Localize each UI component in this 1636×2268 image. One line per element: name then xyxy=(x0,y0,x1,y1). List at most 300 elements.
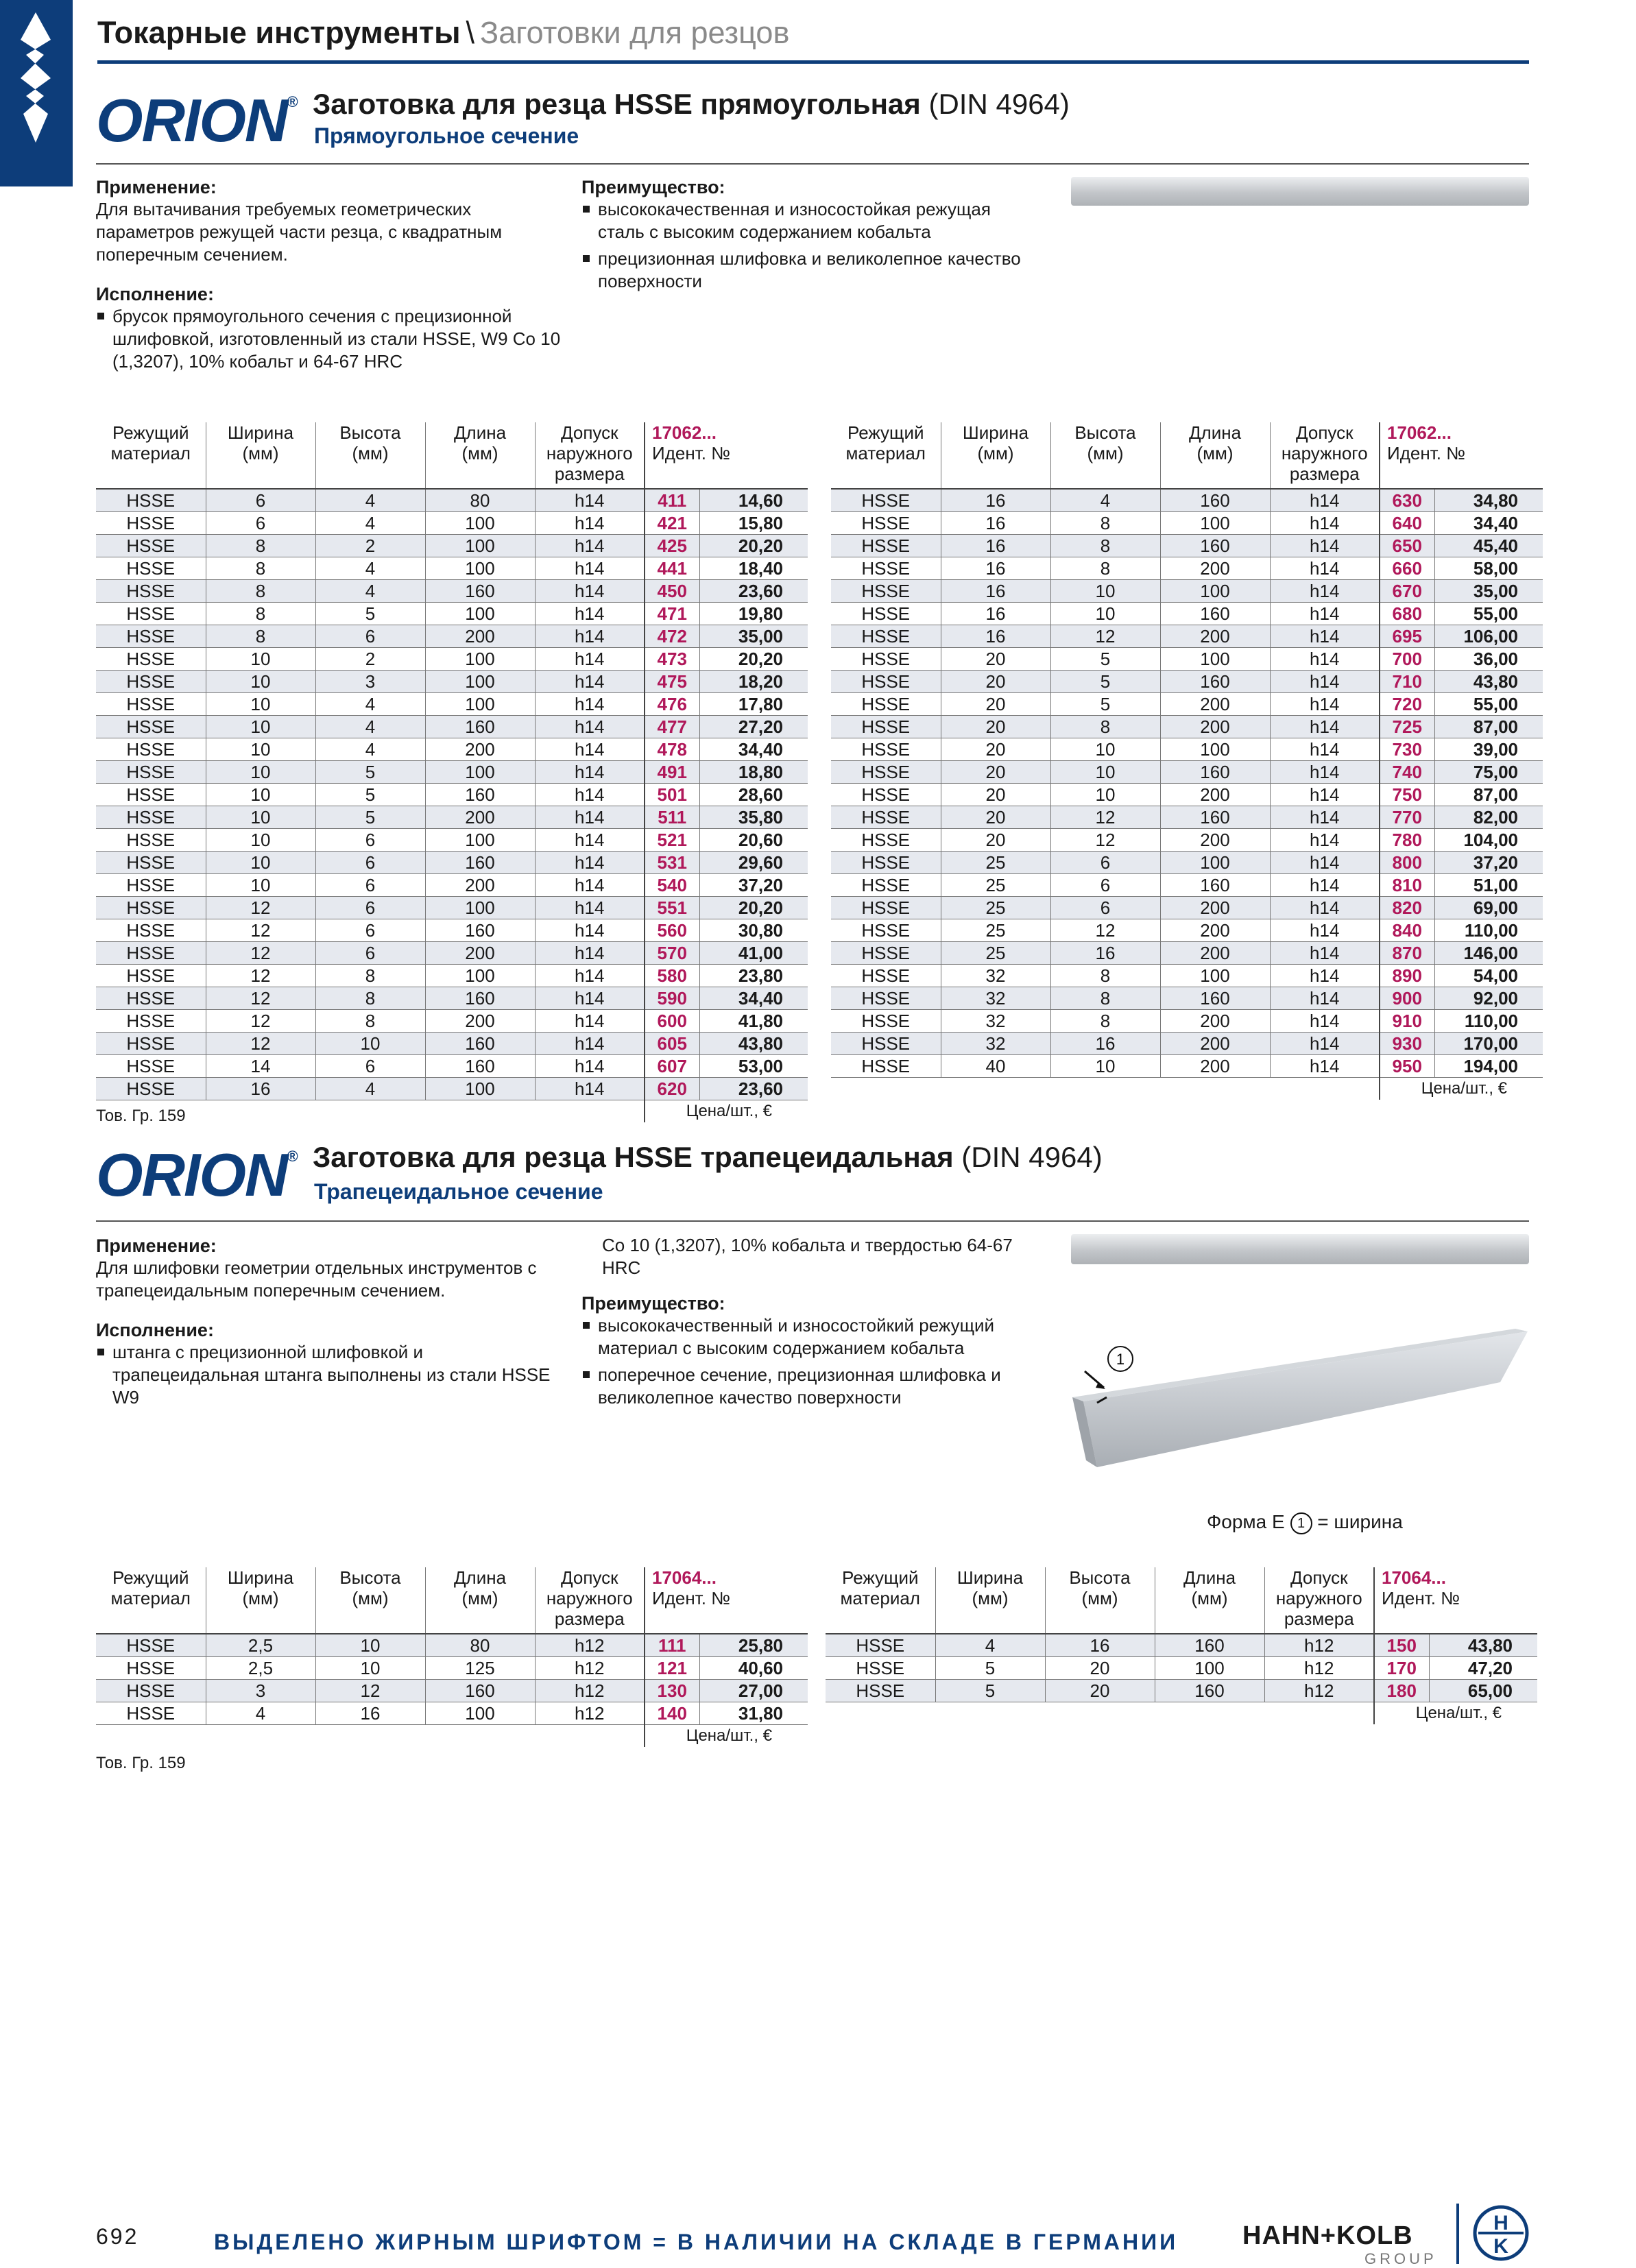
cell-price: 23,60 xyxy=(699,580,808,603)
cell-height: 16 xyxy=(315,1702,425,1725)
cell-ident: 750 xyxy=(1380,784,1434,806)
cell-ident: 170 xyxy=(1374,1657,1429,1680)
cell-height: 10 xyxy=(315,1657,425,1680)
cell-height: 4 xyxy=(315,512,425,535)
cell-length: 200 xyxy=(1160,557,1270,580)
cell-height: 4 xyxy=(315,489,425,512)
cell-ident: 450 xyxy=(645,580,699,603)
cell-price: 47,20 xyxy=(1429,1657,1537,1680)
cell-height: 16 xyxy=(1050,942,1160,965)
cell-height: 20 xyxy=(1045,1657,1155,1680)
column-tolerance: Допуск наружного размера xyxy=(1264,1567,1374,1634)
cell-height: 5 xyxy=(315,784,425,806)
price-table xyxy=(96,422,808,1122)
table-row xyxy=(826,1680,1537,1702)
cell-ident: 421 xyxy=(645,512,699,535)
cell-material: HSSE xyxy=(96,806,206,829)
price-note: Цена/шт., € xyxy=(1380,1078,1543,1100)
cell-material: HSSE xyxy=(831,580,941,603)
cell-width: 20 xyxy=(941,738,1050,761)
table-row xyxy=(96,874,808,897)
cell-ident: 580 xyxy=(645,965,699,987)
cell-width: 20 xyxy=(941,829,1050,852)
column-tolerance: Допуск наружного размера xyxy=(535,1567,645,1634)
cell-width: 10 xyxy=(206,693,315,716)
cell-width: 25 xyxy=(941,919,1050,942)
cell-price: 110,00 xyxy=(1434,919,1543,942)
cell-material: HSSE xyxy=(831,897,941,919)
advantage-item: высококачественная и износостойкая режущая сталь с высоким содержанием кобальта xyxy=(581,198,1041,243)
cell-tolerance: h14 xyxy=(535,648,645,671)
cell-ident: 551 xyxy=(645,897,699,919)
cell-tolerance: h14 xyxy=(1270,580,1380,603)
cell-ident: 140 xyxy=(645,1702,699,1725)
header-subtitle: Заготовки для резцов xyxy=(480,15,790,50)
cell-price: 106,00 xyxy=(1434,625,1543,648)
table-row xyxy=(96,919,808,942)
hahn-kolb-group: GROUP xyxy=(1364,2250,1437,2267)
column-height: Высота (мм) xyxy=(1045,1567,1155,1634)
cell-material: HSSE xyxy=(831,806,941,829)
cell-price: 20,20 xyxy=(699,535,808,557)
cell-ident: 640 xyxy=(1380,512,1434,535)
cell-length: 160 xyxy=(1155,1634,1264,1657)
cell-ident: 800 xyxy=(1380,852,1434,874)
cell-material: HSSE xyxy=(96,603,206,625)
cell-material: HSSE xyxy=(96,693,206,716)
table-row xyxy=(96,784,808,806)
cell-height: 4 xyxy=(1050,489,1160,512)
table-row xyxy=(831,603,1543,625)
cell-material: HSSE xyxy=(831,852,941,874)
table-row xyxy=(831,829,1543,852)
cell-tolerance: h14 xyxy=(1270,784,1380,806)
cell-price: 20,60 xyxy=(699,829,808,852)
cell-width: 16 xyxy=(941,625,1050,648)
cell-tolerance: h14 xyxy=(535,829,645,852)
cell-height: 6 xyxy=(315,942,425,965)
cell-tolerance: h14 xyxy=(1270,1055,1380,1078)
cell-ident: 950 xyxy=(1380,1055,1434,1078)
cell-height: 4 xyxy=(315,580,425,603)
cell-price: 40,60 xyxy=(699,1657,808,1680)
cell-length: 160 xyxy=(425,919,535,942)
cell-length: 80 xyxy=(425,1634,535,1657)
cell-material: HSSE xyxy=(96,512,206,535)
table-row xyxy=(831,738,1543,761)
column-width: Ширина (мм) xyxy=(206,1567,315,1634)
cell-length: 200 xyxy=(1160,625,1270,648)
cell-material: HSSE xyxy=(96,535,206,557)
price-table xyxy=(96,1567,808,1747)
advantage-heading: Преимущество: xyxy=(581,177,725,197)
cell-length: 200 xyxy=(425,625,535,648)
cell-height: 10 xyxy=(1050,784,1160,806)
cell-width: 25 xyxy=(941,852,1050,874)
table-row xyxy=(96,1033,808,1055)
cell-length: 100 xyxy=(425,603,535,625)
cell-tolerance: h14 xyxy=(1270,987,1380,1010)
column-width: Ширина (мм) xyxy=(935,1567,1045,1634)
cell-width: 16 xyxy=(941,535,1050,557)
cell-tolerance: h14 xyxy=(535,1055,645,1078)
cell-price: 19,80 xyxy=(699,603,808,625)
cell-tolerance: h12 xyxy=(535,1680,645,1702)
cell-width: 12 xyxy=(206,1010,315,1033)
cell-price: 35,00 xyxy=(1434,580,1543,603)
cell-height: 10 xyxy=(315,1634,425,1657)
column-height: Высота (мм) xyxy=(315,1567,425,1634)
cell-width: 6 xyxy=(206,512,315,535)
cell-material: HSSE xyxy=(96,987,206,1010)
cell-tolerance: h14 xyxy=(535,761,645,784)
table-row xyxy=(831,716,1543,738)
cell-width: 25 xyxy=(941,897,1050,919)
orion-logo: ORION® xyxy=(96,86,297,154)
cell-ident: 870 xyxy=(1380,942,1434,965)
cell-length: 100 xyxy=(425,829,535,852)
cell-price: 92,00 xyxy=(1434,987,1543,1010)
table-row xyxy=(96,625,808,648)
cell-width: 10 xyxy=(206,648,315,671)
column-length: Длина (мм) xyxy=(425,1567,535,1634)
cell-tolerance: h14 xyxy=(1270,1033,1380,1055)
cell-tolerance: h14 xyxy=(535,738,645,761)
table-row xyxy=(96,1702,808,1725)
advantage-block-2 xyxy=(581,1234,1048,1409)
table-row xyxy=(96,1078,808,1100)
cell-price: 27,00 xyxy=(699,1680,808,1702)
table-row xyxy=(831,1010,1543,1033)
cell-material: HSSE xyxy=(831,784,941,806)
cell-ident: 650 xyxy=(1380,535,1434,557)
application-heading: Применение: xyxy=(96,1235,217,1256)
cell-length: 160 xyxy=(425,1033,535,1055)
cell-width: 10 xyxy=(206,874,315,897)
table-row xyxy=(831,512,1543,535)
cell-ident: 531 xyxy=(645,852,699,874)
column-ident: 17064... Идент. № xyxy=(1374,1567,1537,1634)
cell-tolerance: h14 xyxy=(1270,489,1380,512)
table-row xyxy=(831,987,1543,1010)
table-row xyxy=(96,671,808,693)
column-material: Режущий материал xyxy=(96,422,206,489)
price-note: Цена/шт., € xyxy=(1374,1702,1537,1725)
cell-material: HSSE xyxy=(96,761,206,784)
cell-length: 100 xyxy=(1160,738,1270,761)
cell-width: 16 xyxy=(206,1078,315,1100)
cell-ident: 840 xyxy=(1380,919,1434,942)
cell-ident: 511 xyxy=(645,806,699,829)
cell-width: 10 xyxy=(206,784,315,806)
cell-ident: 730 xyxy=(1380,738,1434,761)
cell-tolerance: h12 xyxy=(535,1634,645,1657)
cell-price: 29,60 xyxy=(699,852,808,874)
cell-tolerance: h12 xyxy=(535,1657,645,1680)
cell-height: 8 xyxy=(315,987,425,1010)
cell-width: 14 xyxy=(206,1055,315,1078)
table-row xyxy=(831,535,1543,557)
cell-length: 200 xyxy=(1160,1055,1270,1078)
table-row xyxy=(96,1657,808,1680)
table-row xyxy=(96,489,808,512)
column-material: Режущий материал xyxy=(96,1567,206,1634)
cell-tolerance: h14 xyxy=(535,489,645,512)
application-heading: Применение: xyxy=(96,177,217,197)
hk-emblem-icon xyxy=(1473,2205,1529,2261)
column-width: Ширина (мм) xyxy=(206,422,315,489)
cell-width: 3 xyxy=(206,1680,315,1702)
cell-length: 200 xyxy=(1160,829,1270,852)
footer-divider xyxy=(1456,2204,1459,2264)
cell-price: 194,00 xyxy=(1434,1055,1543,1078)
cell-width: 16 xyxy=(941,557,1050,580)
orion-logo: ORION® xyxy=(96,1141,297,1209)
cell-height: 16 xyxy=(1045,1634,1155,1657)
cell-width: 6 xyxy=(206,489,315,512)
cell-tolerance: h14 xyxy=(1270,852,1380,874)
cell-width: 4 xyxy=(206,1702,315,1725)
column-height: Высота (мм) xyxy=(1050,422,1160,489)
cell-material: HSSE xyxy=(96,1033,206,1055)
table-row xyxy=(96,1010,808,1033)
cell-ident: 130 xyxy=(645,1680,699,1702)
table-row xyxy=(831,874,1543,897)
cell-height: 20 xyxy=(1045,1680,1155,1702)
table-row xyxy=(831,648,1543,671)
cell-ident: 471 xyxy=(645,603,699,625)
table-row xyxy=(831,671,1543,693)
cell-height: 6 xyxy=(315,874,425,897)
cell-ident: 475 xyxy=(645,671,699,693)
cell-price: 53,00 xyxy=(699,1055,808,1078)
cell-length: 160 xyxy=(425,1680,535,1702)
cell-ident: 890 xyxy=(1380,965,1434,987)
cell-length: 200 xyxy=(425,942,535,965)
cell-width: 10 xyxy=(206,716,315,738)
cell-width: 8 xyxy=(206,535,315,557)
price-table xyxy=(831,422,1543,1100)
cell-tolerance: h14 xyxy=(535,874,645,897)
cell-length: 160 xyxy=(425,1055,535,1078)
cell-height: 6 xyxy=(1050,874,1160,897)
cell-material: HSSE xyxy=(96,1702,206,1725)
cell-ident: 700 xyxy=(1380,648,1434,671)
cell-price: 69,00 xyxy=(1434,897,1543,919)
cell-ident: 441 xyxy=(645,557,699,580)
cell-tolerance: h14 xyxy=(535,535,645,557)
cell-ident: 472 xyxy=(645,625,699,648)
cell-width: 8 xyxy=(206,580,315,603)
cell-price: 14,60 xyxy=(699,489,808,512)
table-row xyxy=(96,942,808,965)
cell-price: 36,00 xyxy=(1434,648,1543,671)
cell-ident: 473 xyxy=(645,648,699,671)
cell-length: 200 xyxy=(1160,897,1270,919)
product-title-2: Заготовка для резца HSSE трапецеидальная (DIN 4964) xyxy=(313,1141,1103,1173)
table-row xyxy=(831,784,1543,806)
cell-height: 8 xyxy=(1050,1010,1160,1033)
cell-ident: 491 xyxy=(645,761,699,784)
cell-ident: 111 xyxy=(645,1634,699,1657)
cell-tolerance: h14 xyxy=(535,512,645,535)
cell-tolerance: h14 xyxy=(1270,625,1380,648)
table-row xyxy=(831,806,1543,829)
stock-note: ВЫДЕЛЕНО ЖИРНЫМ ШРИФТОМ = В НАЛИЧИИ НА СКЛАДЕ В ГЕРМАНИИ xyxy=(214,2230,1179,2254)
cell-height: 10 xyxy=(1050,738,1160,761)
table-row xyxy=(831,919,1543,942)
cell-width: 20 xyxy=(941,761,1050,784)
table-row xyxy=(96,1055,808,1078)
cell-price: 20,20 xyxy=(699,648,808,671)
cell-length: 160 xyxy=(425,852,535,874)
cell-width: 16 xyxy=(941,580,1050,603)
table-row xyxy=(96,648,808,671)
cell-tolerance: h12 xyxy=(1264,1657,1374,1680)
cell-ident: 725 xyxy=(1380,716,1434,738)
cell-price: 20,20 xyxy=(699,897,808,919)
cell-length: 100 xyxy=(425,648,535,671)
table-row xyxy=(831,580,1543,603)
cell-tolerance: h14 xyxy=(1270,761,1380,784)
table-row xyxy=(96,965,808,987)
figure-marker: 1 xyxy=(1116,1351,1125,1368)
cell-height: 10 xyxy=(1050,603,1160,625)
cell-length: 200 xyxy=(425,1010,535,1033)
cell-ident: 590 xyxy=(645,987,699,1010)
cell-ident: 476 xyxy=(645,693,699,716)
cell-tolerance: h14 xyxy=(535,1010,645,1033)
execution-continuation: Co 10 (1,3207), 10% кобальта и твердостью 64-67 HRC xyxy=(602,1235,1013,1278)
cell-height: 6 xyxy=(315,852,425,874)
cell-material: HSSE xyxy=(831,987,941,1010)
hk-emblem-letter: H xyxy=(1493,2212,1508,2234)
cell-height: 8 xyxy=(1050,512,1160,535)
cell-price: 34,80 xyxy=(1434,489,1543,512)
header-title: Токарные инструменты xyxy=(97,15,461,50)
execution-heading: Исполнение: xyxy=(96,1320,214,1340)
column-length: Длина (мм) xyxy=(425,422,535,489)
cell-tolerance: h12 xyxy=(1264,1680,1374,1702)
cell-tolerance: h14 xyxy=(535,965,645,987)
cell-length: 100 xyxy=(1160,512,1270,535)
cell-price: 55,00 xyxy=(1434,693,1543,716)
cell-length: 100 xyxy=(1155,1657,1264,1680)
cell-length: 100 xyxy=(425,535,535,557)
cell-price: 43,80 xyxy=(699,1033,808,1055)
cell-length: 100 xyxy=(425,557,535,580)
cell-tolerance: h14 xyxy=(1270,671,1380,693)
cell-ident: 670 xyxy=(1380,580,1434,603)
table-row xyxy=(96,580,808,603)
cell-tolerance: h14 xyxy=(1270,919,1380,942)
cell-width: 12 xyxy=(206,987,315,1010)
cell-price: 31,80 xyxy=(699,1702,808,1725)
table-row xyxy=(96,761,808,784)
cell-material: HSSE xyxy=(831,716,941,738)
cell-ident: 710 xyxy=(1380,671,1434,693)
cell-material: HSSE xyxy=(96,671,206,693)
cell-ident: 930 xyxy=(1380,1033,1434,1055)
cell-width: 5 xyxy=(935,1657,1045,1680)
cell-length: 160 xyxy=(1160,535,1270,557)
cell-material: HSSE xyxy=(831,829,941,852)
cell-price: 18,40 xyxy=(699,557,808,580)
cell-price: 75,00 xyxy=(1434,761,1543,784)
page-header xyxy=(97,15,789,56)
column-ident: 17062... Идент. № xyxy=(1380,422,1543,489)
cell-height: 12 xyxy=(1050,829,1160,852)
header-rule xyxy=(97,60,1529,64)
cell-length: 160 xyxy=(1155,1680,1264,1702)
cell-material: HSSE xyxy=(96,942,206,965)
table-row xyxy=(826,1634,1537,1657)
cell-tolerance: h14 xyxy=(1270,738,1380,761)
table-row xyxy=(96,806,808,829)
cell-height: 5 xyxy=(1050,648,1160,671)
cell-ident: 478 xyxy=(645,738,699,761)
cell-ident: 521 xyxy=(645,829,699,852)
cell-tolerance: h14 xyxy=(535,942,645,965)
cell-material: HSSE xyxy=(831,942,941,965)
cell-tolerance: h14 xyxy=(1270,648,1380,671)
cell-width: 8 xyxy=(206,625,315,648)
cell-length: 200 xyxy=(1160,693,1270,716)
cell-height: 2 xyxy=(315,648,425,671)
cell-width: 12 xyxy=(206,1033,315,1055)
cell-ident: 560 xyxy=(645,919,699,942)
cell-material: HSSE xyxy=(96,625,206,648)
cell-material: HSSE xyxy=(96,648,206,671)
cell-ident: 121 xyxy=(645,1657,699,1680)
cell-price: 18,80 xyxy=(699,761,808,784)
cell-tolerance: h14 xyxy=(1270,897,1380,919)
execution-item: брусок прямоугольного сечения с прецизионной шлифовкой, изготовленный из стали HSSE, W9 Co 10 (1,3207), 10% кобальт и 64-67 HRC xyxy=(96,305,569,373)
cell-height: 4 xyxy=(315,557,425,580)
cell-width: 4 xyxy=(935,1634,1045,1657)
cell-material: HSSE xyxy=(831,489,941,512)
cell-tolerance: h14 xyxy=(535,693,645,716)
cell-price: 30,80 xyxy=(699,919,808,942)
cell-height: 6 xyxy=(315,1055,425,1078)
cell-tolerance: h14 xyxy=(535,784,645,806)
cell-price: 28,60 xyxy=(699,784,808,806)
price-table xyxy=(826,1567,1537,1724)
application-block-2 xyxy=(96,1235,569,1409)
table-row xyxy=(831,1033,1543,1055)
cell-material: HSSE xyxy=(831,557,941,580)
cell-price: 65,00 xyxy=(1429,1680,1537,1702)
cell-tolerance: h14 xyxy=(535,557,645,580)
cell-material: HSSE xyxy=(831,1055,941,1078)
cell-height: 8 xyxy=(1050,535,1160,557)
advantage-heading: Преимущество: xyxy=(581,1293,725,1314)
execution-heading: Исполнение: xyxy=(96,284,214,304)
cell-length: 160 xyxy=(1160,603,1270,625)
cell-length: 200 xyxy=(425,874,535,897)
cell-material: HSSE xyxy=(96,1078,206,1100)
cell-material: HSSE xyxy=(96,852,206,874)
cell-height: 5 xyxy=(315,761,425,784)
cell-width: 5 xyxy=(935,1680,1045,1702)
drill-icon xyxy=(16,12,55,143)
price-note: Цена/шт., € xyxy=(645,1100,808,1123)
cell-tolerance: h14 xyxy=(535,716,645,738)
product-subtitle-2: Трапецеидальное сечение xyxy=(314,1179,603,1204)
cell-tolerance: h14 xyxy=(1270,512,1380,535)
cell-material: HSSE xyxy=(831,738,941,761)
cell-price: 39,00 xyxy=(1434,738,1543,761)
